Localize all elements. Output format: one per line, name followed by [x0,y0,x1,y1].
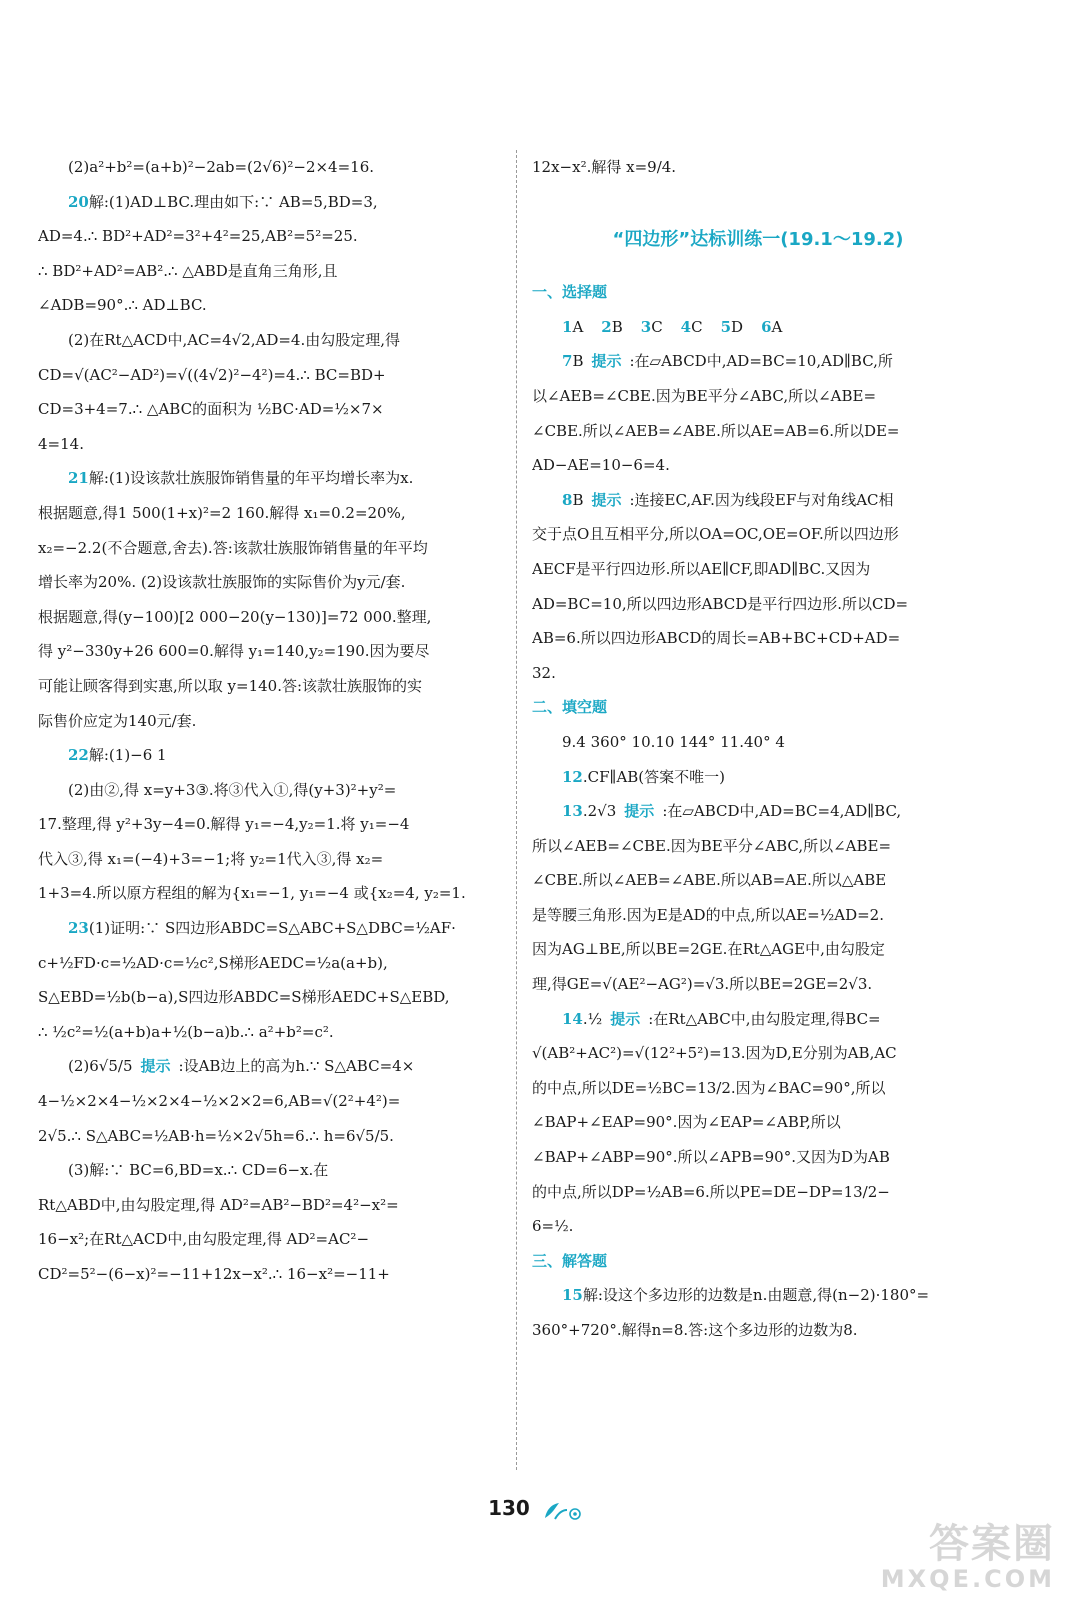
line-text: 9.4 360° 10.10 144° 11.40° 4 [562,732,785,751]
hint-label: 提示 [591,490,622,509]
text-line [532,517,984,552]
text-line [532,483,984,518]
line-text: 解:(1)−6 1 [88,746,167,765]
section-title: “四边形”达标训练一(19.1～19.2) [612,228,904,250]
line-text: 解:(1)AD⊥BC.理由如下:∵ AB=5,BD=3, [88,192,378,211]
text-line [38,358,498,393]
text-line [532,932,984,967]
line-text: Rt△ABD中,由勾股定理,得 AD²=AB²−BD²=4²−x²= [38,1195,399,1214]
line-text: 1+3=4.所以原方程组的解为{x₁=−1, y₁=−4 或{x₂=4, y₂=1. [38,884,466,903]
text-line [532,414,984,449]
hint-label: 提示 [591,352,622,371]
line-text: .½ [582,1009,603,1028]
line-text: x₂=−2.2(不合题意,舍去).答:该款壮族服饰销售量的年平均 [38,538,428,557]
text-line [532,1278,984,1313]
text-line [532,552,984,587]
line-text: 的中点,所以DP=½AB=6.所以PE=DE−DP=13/2− [532,1182,890,1201]
line-text: AD=4.∴ BD²+AD²=3²+4²=25,AB²=5²=25. [38,227,358,246]
line-text: (2)由②,得 x=y+3③.将③代入①,得(y+3)²+y²= [68,780,397,799]
watermark-line1: 答案圈 [929,1521,1055,1567]
line-text: 所以∠AEB=∠CBE.因为BE平分∠ABC,所以∠ABE= [532,836,892,855]
line-text: 6=½. [532,1217,574,1236]
line-text: AD−AE=10−6=4. [532,456,670,475]
line-text: ∠BAP+∠ABP=90°.所以∠APB=90°.又因为D为AB [532,1148,890,1167]
text-line [532,656,984,691]
line-text: AECF是平行四边形.所以AE∥CF,即AD∥BC.又因为 [532,559,871,578]
line-text: 360°+720°.解得n=8.答:这个多边形的边数为8. [532,1321,858,1339]
line-text-cont: :设AB边上的高为h.∵ S△ABC=4× [178,1057,415,1076]
text-line [38,911,498,946]
text-line [38,254,498,289]
line-text: CD²=5²−(6−x)²=−11+12x−x².∴ 16−x²=−11+ [38,1265,390,1283]
line-text: AB=6.所以四边形ABCD的周长=AB+BC+CD+AD= [532,629,901,648]
line-text: (3)解:∵ BC=6,BD=x.∴ CD=6−x.在 [68,1161,329,1180]
line-text: 根据题意,得(y−100)[2 000−20(y−130)]=72 000.整理, [38,607,432,626]
text-line [38,980,498,1015]
line-text: 增长率为20%. (2)设该款壮族服饰的实际售价为y元/套. [38,573,406,592]
hint-label: 提示 [140,1057,171,1076]
text-line [38,496,498,531]
text-line [38,876,498,911]
line-text: 代入③,得 x₁=(−4)+3=−1;将 y₂=1代入③,得 x₂= [38,849,384,868]
line-text: ∠CBE.所以∠AEB=∠ABE.所以AE=AB=6.所以DE= [532,421,900,440]
text-line [38,704,498,739]
text-line [532,967,984,1002]
line-text: 根据题意,得1 500(1+x)²=2 160.解得 x₁=0.2=20%, [38,503,406,522]
line-text: ∠ADB=90°.∴ AD⊥BC. [38,296,207,315]
line-text: √(AB²+AC²)=√(12²+5²)=13.因为D,E分别为AB,AC [532,1044,897,1063]
mc-answer: B [611,317,623,336]
line-text: 4−½×2×4−½×2×4−½×2×2=6,AB=√(2²+4²)= [38,1092,401,1111]
text-line [38,1049,498,1084]
line-text: 际售价应定为140元/套. [38,711,197,730]
line-text: 可能让顾客得到实惠,所以取 y=140.答:该款壮族服饰的实 [38,676,423,695]
line-text: 解:设这个多边形的边数是n.由题意,得(n−2)·180°= [582,1286,930,1305]
line-text: B [572,352,584,371]
line-text: ∠BAP+∠EAP=90°.因为∠EAP=∠ABP,所以 [532,1113,841,1132]
text-line [38,842,498,877]
question-number: 14 [562,1009,583,1028]
line-text: 交于点O且互相平分,所以OA=OC,OE=OF.所以四边形 [532,525,899,544]
hint-label: 提示 [610,1009,641,1028]
mc-answer: A [771,317,783,336]
line-text: ∠CBE.所以∠AEB=∠ABE.所以AB=AE.所以△ABE [532,871,887,890]
question-number: 21 [68,469,89,488]
line-text: 17.整理,得 y²+3y−4=0.解得 y₁=−4,y₂=1.将 y₁=−4 [38,815,410,834]
line-text: 是等腰三角形.因为E是AD的中点,所以AE=½AD=2. [532,905,884,924]
line-text: 以∠AEB=∠CBE.因为BE平分∠ABC,所以∠ABE= [532,386,877,405]
question-number: 23 [68,919,89,938]
hint-label: 提示 [624,802,655,821]
text-line [38,150,498,185]
question-number: 7 [562,352,573,371]
text-line [532,1036,984,1071]
line-text: (2)6√5/5 [68,1057,133,1076]
text-line [38,669,498,704]
text-line [38,427,498,462]
question-number: 22 [68,746,89,765]
text-line [38,1153,498,1188]
text-line [532,1209,984,1244]
line-text: CD=3+4=7.∴ △ABC的面积为 ½BC·AD=½×7× [38,400,384,419]
part2-heading: 二、填空题 [532,698,608,717]
line-text: 12x−x².解得 x=9/4. [532,158,677,176]
text-line [38,738,498,773]
text-line [532,1105,984,1140]
text-line [532,448,984,483]
line-text: (1)证明:∵ S四边形ABDC=S△ABC+S△DBC=½AF· [88,919,456,938]
mc-answer: C [651,317,663,336]
line-text: (2)a²+b²=(a+b)²−2ab=(2√6)²−2×4=16. [68,158,375,176]
text-line [532,1140,984,1175]
mc-answer: C [691,317,703,336]
line-text: 2√5.∴ S△ABC=½AB·h=½×2√5h=6.∴ h=6√5/5. [38,1126,394,1145]
text-line [38,1119,498,1154]
text-line [38,1015,498,1050]
part3-heading: 三、解答题 [532,1251,608,1270]
text-line [532,829,984,864]
line-text: .CF∥AB(答案不唯一) [582,767,726,786]
text-line [38,531,498,566]
page-number: 130 [488,1496,530,1520]
question-number: 20 [68,192,89,211]
line-text: AD=BC=10,所以四边形ABCD是平行四边形.所以CD= [532,594,909,613]
mc-number: 5 [720,317,732,336]
mc-answers [532,310,984,345]
leaf-swirl-icon [541,1500,585,1522]
text-line [532,1002,984,1037]
text-line [38,634,498,669]
line-text: c+½FD·c=½AD·c=½c²,S梯形AEDC=½a(a+b), [38,953,388,972]
text-line [532,898,984,933]
text-line [38,773,498,808]
text-line [532,344,984,379]
line-text: B [572,490,584,509]
part1-heading: 一、选择题 [532,283,608,302]
text-line [38,185,498,220]
line-text-cont: :在▱ABCD中,AD=BC=10,AD∥BC,所 [629,352,893,371]
watermark-logo [881,1522,1055,1592]
text-line [532,794,984,829]
text-line [532,1071,984,1106]
line-text: 理,得GE=√(AE²−AG²)=√3.所以BE=2GE=2√3. [532,975,873,994]
text-line [532,1175,984,1210]
mc-answer: A [572,317,584,336]
text-line [532,863,984,898]
watermark-line2: MXQE.COM [880,1565,1055,1593]
text-line [532,150,984,185]
text-line [38,807,498,842]
text-line [532,760,984,795]
line-text: .2√3 [582,802,617,821]
text-line [38,946,498,981]
mc-number: 3 [640,317,652,336]
right-column [532,150,984,1348]
text-line [38,461,498,496]
text-line [38,565,498,600]
line-text: 解:(1)设该款壮族服饰销售量的年平均增长率为x. [88,469,414,488]
line-text: 16−x²;在Rt△ACD中,由勾股定理,得 AD²=AC²− [38,1230,370,1249]
mc-number: 4 [680,317,692,336]
line-text: 32. [532,663,556,682]
line-text: ∴ BD²+AD²=AB².∴ △ABD是直角三角形,且 [38,261,338,280]
line-text-cont: :在Rt△ABC中,由勾股定理,得BC= [648,1009,881,1028]
line-text: 的中点,所以DE=½BC=13/2.因为∠BAC=90°,所以 [532,1078,886,1097]
text-line [532,379,984,414]
page-footer [0,1496,1073,1522]
mc-number: 2 [601,317,612,336]
question-number: 12 [562,767,583,786]
line-text-cont: :连接EC,AF.因为线段EF与对角线AC相 [629,490,894,509]
text-line [532,1313,984,1348]
line-text-cont: :在▱ABCD中,AD=BC=4,AD∥BC, [662,802,902,821]
line-text: 因为AG⊥BE,所以BE=2GE.在Rt△AGE中,由勾股定 [532,940,885,959]
text-line [38,1188,498,1223]
text-line [532,725,984,760]
text-line [38,1257,498,1292]
mc-number: 1 [562,317,573,336]
text-line [38,219,498,254]
text-line [532,621,984,656]
question-number: 8 [562,490,573,509]
mc-number: 6 [761,317,772,336]
mc-answer: D [731,317,744,336]
text-line [38,288,498,323]
text-line [38,1222,498,1257]
line-text: (2)在Rt△ACD中,AC=4√2,AD=4.由勾股定理,得 [68,330,401,349]
line-text: 4=14. [38,434,84,453]
question-number: 13 [562,802,583,821]
column-divider [516,150,517,1470]
text-line [38,392,498,427]
line-text: 得 y²−330y+26 600=0.解得 y₁=140,y₂=190.因为要尽 [38,642,430,661]
line-text: CD=√(AC²−AD²)=√((4√2)²−4²)=4.∴ BC=BD+ [38,365,386,384]
line-text: S△EBD=½b(b−a),S四边形ABDC=S梯形AEDC+S△EBD, [38,988,450,1007]
line-text: ∴ ½c²=½(a+b)a+½(b−a)b.∴ a²+b²=c². [38,1022,334,1041]
text-line [38,1084,498,1119]
text-line [532,587,984,622]
text-line [38,600,498,635]
question-number: 15 [562,1286,583,1305]
text-line [38,323,498,358]
left-column [38,150,498,1292]
